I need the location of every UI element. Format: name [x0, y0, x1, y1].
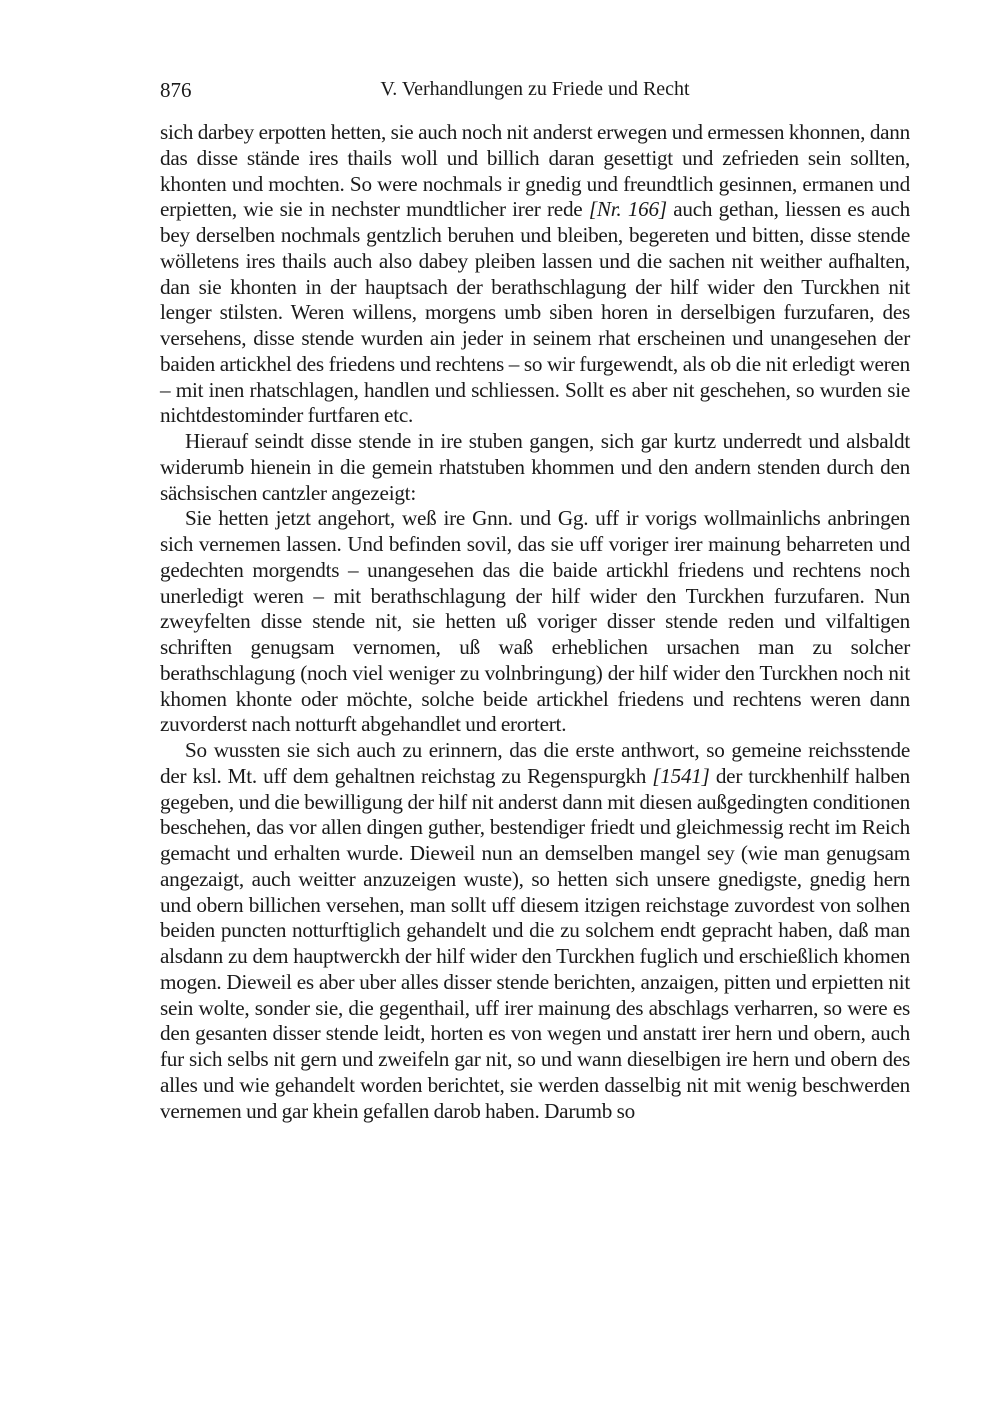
- text-segment: Hierauf seindt disse stende in ire stuben gangen, sich gar kurtz underredt und alsbaldt widerumb hienein in die gemein rhatstuben khommen und den andern stenden durch den sächsischen cantzler angezeigt:: [160, 429, 910, 505]
- paragraph-2: [160, 429, 910, 506]
- year-reference: [1541]: [652, 763, 710, 788]
- text-segment: auch gethan, liessen es auch bey derselben nochmals gentzlich beruhen und bleiben, begereten und bitten, disse stende wölletens ires thails auch also dabey pleiben lassen und die sachen nit weither aufhalten, dan sie khonten in der hauptsach der berathschlagung der hilf wider den Turckhen nit lenger stilsten. Weren willens, morgens umb siben horen in derselbigen furzufaren, des versehens, disse stende wurden ain jeder in seinem rhat erscheinen und unangesehen der baiden artickhel des friedens und rechtens – so wir furgewendt, als ob die nit erledigt weren – mit inen rhatschlagen, handlen und schliessen. Sollt es aber nit geschehen, so wurden sie nichtdestominder furtfaren etc.: [160, 197, 910, 428]
- text-segment: der turckhenhilf halben gegeben, und die bewilligung der hilf nit anderst dann mit diesen außgedingten conditionen beschehen, das vor allen dingen guther, bestendiger friedt und gleichmessig recht im Reich gemacht und erhalten wurde. Dieweil nun an demselben mangel sey (wie man genugsam angezaigt, auch weitter anzuzeigen wuste), so hetten sich unsere gnedigste, gnedig hern und obern billichen versehen, man sollt uff diesem itzigen reichstage zuvordest von solhen beiden puncten notturftiglich gehandelt und die zu solchem endt gepracht haben, daß man alsdann zu dem hauptwerckh der hilf wider den Turckhen fuglich und erschießlich khomen mogen. Dieweil es aber uber alles disser stende berichten, anzaigen, pitten und erpietten nit sein wolte, sonder sie, die gegenthail, uff irer mainung des abschlags verharren, so were es den gesanten disser stende leidt, horten es von wegen und anstatt irer hern und obern, auch fur sich selbs nit gern und zweifeln gar nit, so und wann dieselbigen ire hern und obern des alles und wie gehandelt worden berichtet, sie werden dasselbig nit mit wenig beschwerden vernemen und gar khein gefallen darob haben. Darumb so: [160, 763, 910, 1123]
- cross-reference: [Nr. 166]: [588, 197, 667, 222]
- paragraph-3: [160, 506, 910, 738]
- paragraph-4: [160, 738, 910, 1124]
- text-segment: Sie hetten jetzt angehort, weß ire Gnn. und Gg. uff ir vorigs wollmainlichs anbringen sich vernemen lassen. Und befinden sovil, das sie uff voriger irer mainung beharreten und gedechten morgendts – unangesehen das die baide artickhl friedens und rechtens noch unerledigt weren – mit berathschlagung der hilf wider den Turckhen furzufaren. Nun zweyfelten disse stende nit, sie hetten uß voriger disser stende reden und vilfaltigen schriften genugsam vernomen, uß waß erheblichen ursachen man zu solcher berathschlagung (noch viel weniger zu volnbringung) der hilf wider den Turckhen noch nit khomen khonte oder möchte, solche beide artickhel friedens und rechtens weren dann zuvorderst nach notturft abgehandlet und erortert.: [160, 506, 910, 737]
- page-number: 876: [160, 78, 192, 102]
- page-header: [160, 78, 910, 108]
- text-segment: sich darbey erpotten hetten, sie auch noch nit anderst erwegen und ermessen khonnen, dann das disse stände ires thails woll und billich daran gesettigt und zefrieden sein sollten, khonten und mochten. So were nochmals ir gnedig und freundtlich gesinnen, ermanen und erpietten, wie sie in nechster mundtlicher irer rede: [160, 120, 910, 222]
- body-text: [160, 120, 910, 1124]
- paragraph-1: [160, 120, 910, 429]
- running-title: V. Verhandlungen zu Friede und Recht: [380, 78, 690, 100]
- text-segment: So wussten sie sich auch zu erinnern, das die erste anthwort, so gemeine reichsstende der ksl. Mt. uff dem gehaltnen reichstag zu Regenspurgkh: [160, 738, 910, 788]
